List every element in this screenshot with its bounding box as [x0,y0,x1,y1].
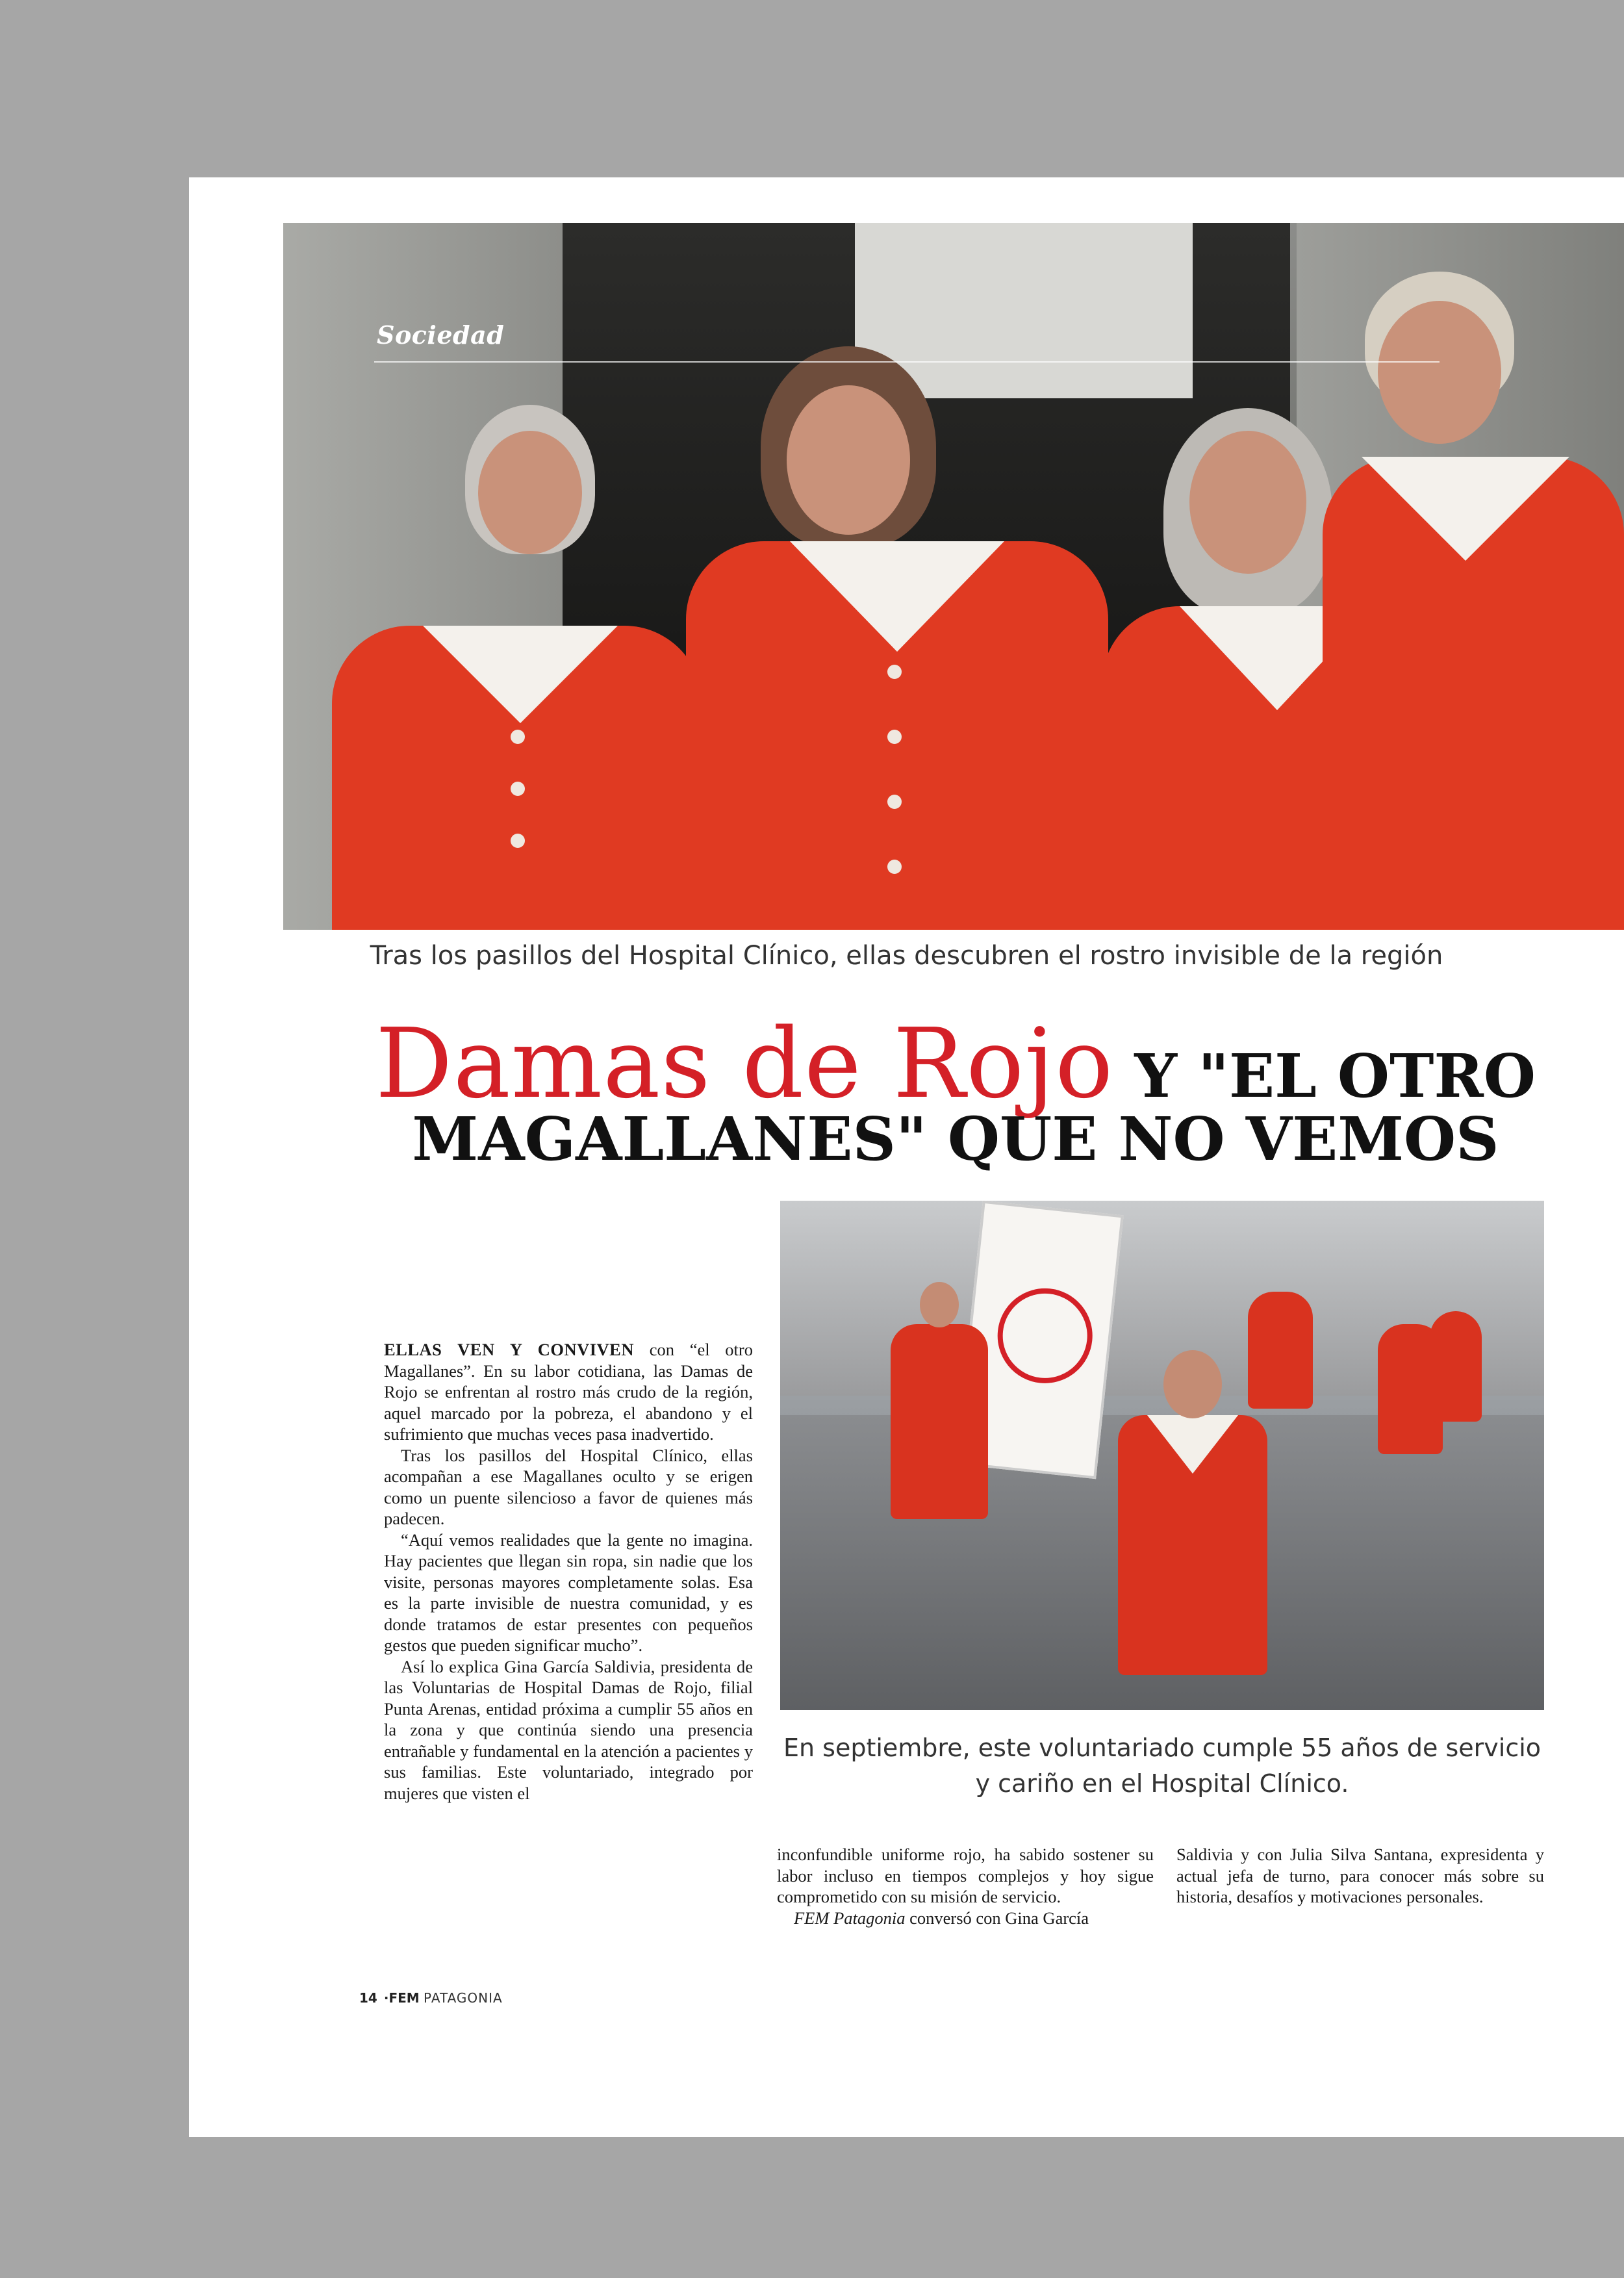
parade-walker-2-head [1163,1350,1222,1418]
article-column-3 [1176,1844,1544,1908]
parade-photo [780,1201,1544,1710]
magazine-brand: ·FEM [383,1990,420,2006]
magazine-brand-sub: PATAGONIA [424,1990,503,2006]
hero-caption: Tras los pasillos del Hospital Clínico, ellas descubren el rostro invisible de la región [370,941,1443,971]
parade-walker-1-head [920,1282,959,1327]
paragraph-5: inconfundible uniforme rojo, ha sabido sostener su labor incluso en tiempos complejos y hoy sigue comprometido con su misión de servicio. [777,1845,1154,1906]
paragraph-4: Así lo explica Gina García Saldivia, presidenta de las Voluntarias de Hospital Damas de Rojo, filial Punta Arenas, entidad próxima a cumplir 55 años en la zona y que continúa siendo una presencia entrañable y fundamental en la atención a pacientes y sus familias. Este voluntariado, integrado por mujeres que visten el [384,1656,753,1803]
parade-walker-3 [1248,1292,1313,1409]
headline [306,1008,1605,1174]
paragraph-1 [384,1339,753,1445]
headline-red: Damas de Rojo [375,1008,1114,1120]
lead-in: ELLAS VEN Y CONVIVEN [384,1340,634,1359]
paragraph-7: Saldivia y con Julia Silva Santana, expresidenta y actual jefa de turno, para conocer más sobre su historia, desafíos y motivaciones personales. [1176,1845,1544,1906]
hero-photo [283,223,1624,930]
page-folio [359,1990,503,2006]
paragraph-6 [777,1908,1154,1929]
section-rule [374,361,1440,363]
headline-black-2: MAGALLANES" QUE NO VEMOS [412,1104,1499,1174]
banner-logo-icon [993,1284,1097,1388]
paragraph-6-text: conversó con Gina García [905,1908,1089,1928]
magazine-page [189,177,1624,2137]
section-label: Sociedad [377,320,505,350]
article-column-2 [777,1844,1154,1928]
page-number: 14 [359,1990,377,2006]
headline-black-1: Y "EL OTRO [1113,1041,1536,1111]
paragraph-1-text: con “el otro Magallanes”. En su labor cotidiana, las Damas de Rojo se enfrentan al rostro más crudo de la región, aquel marcado por la pobreza, el abandono y el sufrimiento que muchas veces pasa inadvertido. [384,1340,753,1444]
paragraph-3: “Aquí vemos realidades que la gente no imagina. Hay pacientes que llegan sin ropa, sin nadie que los visite, personas mayores completamente solas. Esa es la parte invisible de nuestra comunidad, y es donde tratamos de estar presentes con pequeños gestos que pueden significar mucho”. [384,1529,753,1655]
paragraph-2: Tras los pasillos del Hospital Clínico, ellas acompañan a ese Magallanes oculto y se erigen como un puente silencioso a favor de quienes más padecen. [384,1445,753,1528]
parade-walker-1 [891,1324,988,1519]
publication-name: FEM Patagonia [794,1908,906,1928]
parade-caption: En septiembre, este voluntariado cumple 55 años de servicio y cariño en el Hospital Clínico. [783,1734,1542,1798]
article-column-1 [384,1339,753,1804]
parade-walker-5 [1430,1311,1482,1422]
